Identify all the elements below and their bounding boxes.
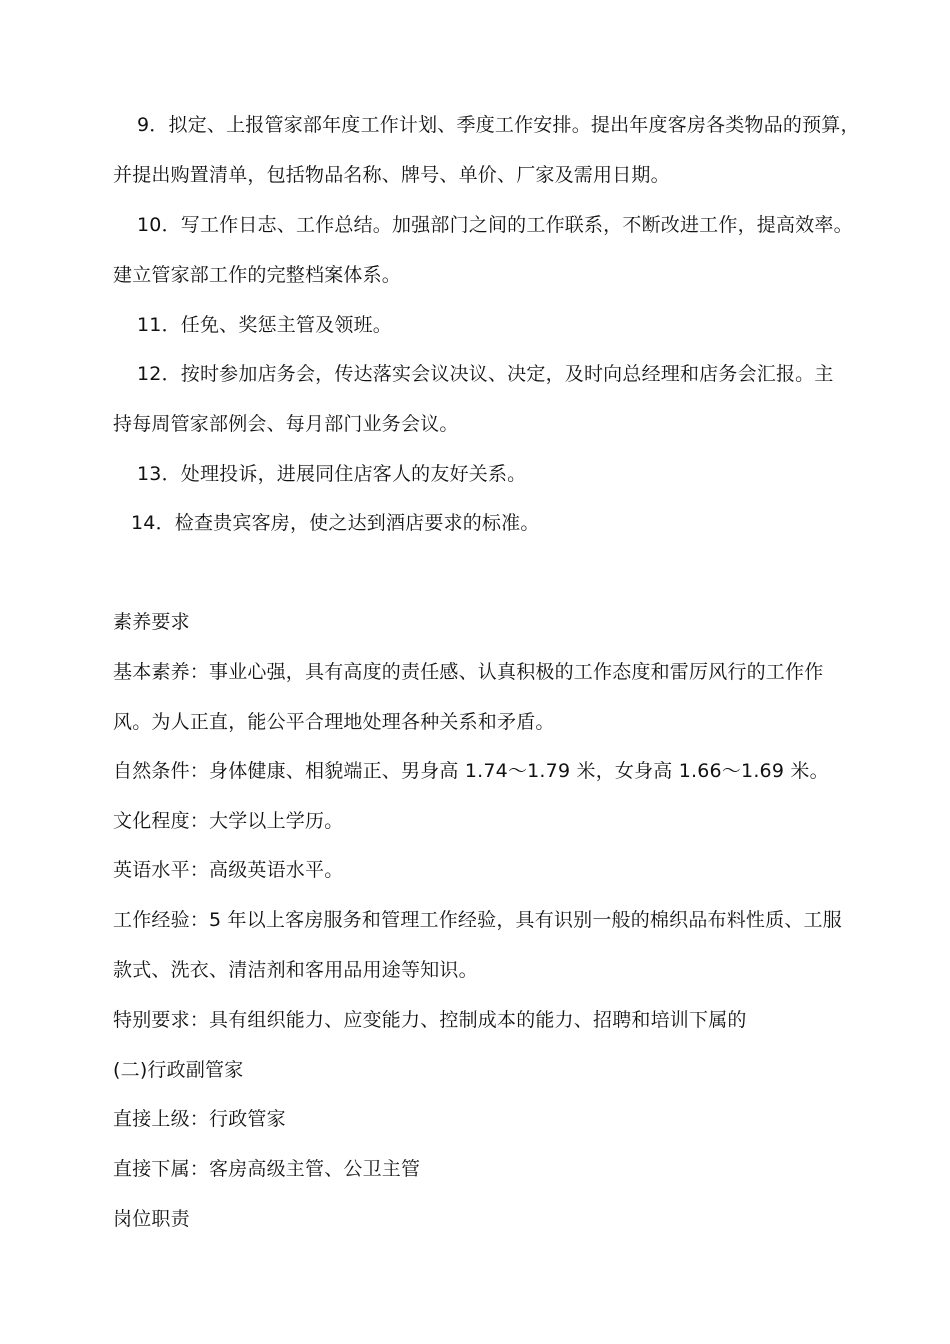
duty-item-9-line-2: 并提出购置清单，包括物品名称、牌号、单价、厂家及需用日期。 xyxy=(113,164,670,186)
duty-text: 按时参加店务会，传达落实会议决议、决定，及时向总经理和店务会汇报。主 xyxy=(180,363,834,385)
duty-item-10-line-2: 建立管家部工作的完整档案体系。 xyxy=(113,264,402,286)
work-experience-line-1: 工作经验：5 年以上客房服务和管理工作经验，具有识别一般的棉织品布料性质、工服 xyxy=(113,909,842,931)
duty-item-9-line-1 xyxy=(137,112,867,138)
duty-number: 13． xyxy=(137,463,181,485)
duty-item-11 xyxy=(137,312,867,338)
duty-text: 检查贵宾客房，使之达到酒店要求的标准。 xyxy=(174,512,540,534)
education-level: 文化程度：大学以上学历。 xyxy=(113,810,344,832)
duty-number: 14． xyxy=(131,512,175,534)
qualifications-heading: 素养要求 xyxy=(113,611,190,633)
duties-heading: 岗位职责 xyxy=(113,1208,190,1230)
duty-number: 10． xyxy=(137,214,181,236)
english-level: 英语水平：高级英语水平。 xyxy=(113,859,344,881)
duty-text: 任免、奖惩主管及领班。 xyxy=(180,314,392,336)
duty-number: 11． xyxy=(137,314,181,336)
duty-item-14 xyxy=(131,510,861,536)
direct-subordinates: 直接下属：客房高级主管、公卫主管 xyxy=(113,1158,421,1180)
work-experience-line-2: 款式、洗衣、清洁剂和客用品用途等知识。 xyxy=(113,959,478,981)
duty-text: 拟定、上报管家部年度工作计划、季度工作安排。提出年度客房各类物品的预算， xyxy=(168,114,860,136)
duty-item-12-line-1 xyxy=(137,361,867,387)
duty-number: 12． xyxy=(137,363,181,385)
duty-text: 处理投诉，进展同住店客人的友好关系。 xyxy=(180,463,527,485)
duty-item-10-line-1 xyxy=(137,212,867,238)
basic-qualities-line-2: 风。为人正直，能公平合理地处理各种关系和矛盾。 xyxy=(113,711,555,733)
duty-text: 写工作日志、工作总结。加强部门之间的工作联系，不断改进工作，提高效率。 xyxy=(180,214,853,236)
physical-conditions: 自然条件：身体健康、相貌端正、男身高 1.74～1.79 米，女身高 1.66～1.69 米。 xyxy=(113,760,829,782)
direct-superior: 直接上级：行政管家 xyxy=(113,1108,286,1130)
duty-item-13 xyxy=(137,461,867,487)
position-title: (二)行政副管家 xyxy=(113,1059,244,1081)
special-requirements: 特别要求：具有组织能力、应变能力、控制成本的能力、招聘和培训下属的 xyxy=(113,1009,747,1031)
duty-item-12-line-2: 持每周管家部例会、每月部门业务会议。 xyxy=(113,413,459,435)
duty-number: 9． xyxy=(137,114,169,136)
basic-qualities-line-1: 基本素养：事业心强，具有高度的责任感、认真积极的工作态度和雷厉风行的工作作 xyxy=(113,661,824,683)
